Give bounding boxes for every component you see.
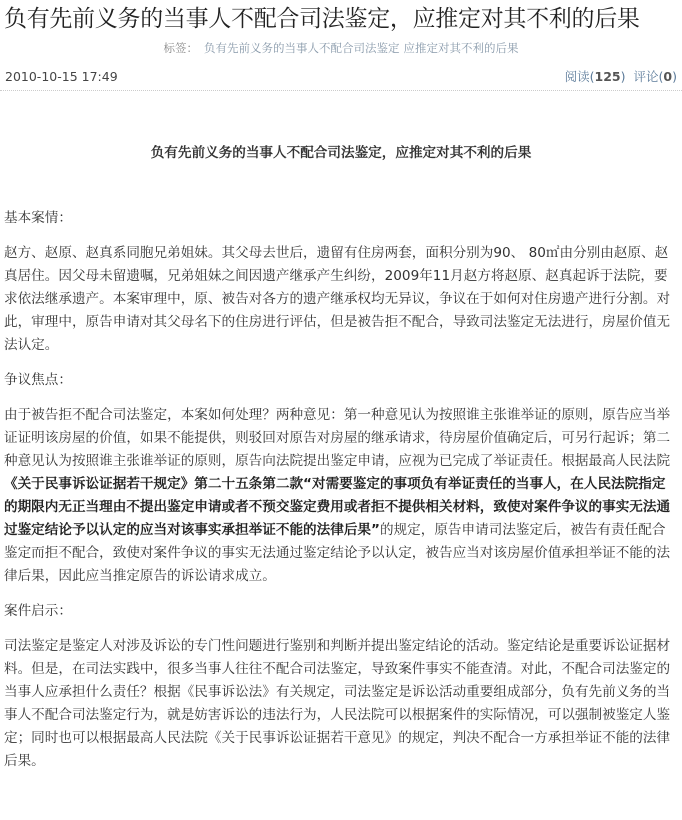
article-stats [565, 66, 677, 88]
comment-count-link[interactable]: 评论(0) [633, 69, 677, 84]
comment-count: 0 [663, 69, 673, 84]
article-title: 负有先前义务的当事人不配合司法鉴定，应推定对其不利的后果 [4, 6, 640, 32]
section-label-case-insight: 案件启示： [4, 603, 72, 619]
read-label: 阅读 [564, 69, 590, 84]
article-body [4, 104, 678, 785]
case-insight-paragraph: 司法鉴定是鉴定人对涉及诉讼的专门性问题进行鉴别和判断并提出鉴定结论的活动。鉴定结论是重要诉讼证据材料。但是，在司法实践中，很多当事人往往不配合司法鉴定，导致案件事实不能查清。对此，不配合司法鉴定的当事人应承担什么责任？根据《民事诉讼法》有关规定，司法鉴定是诉讼活动重要组成部分，负有先前义务的当事人不配合司法鉴定行为，就是妨害诉讼的违法行为，人民法院可以根据案件的实际情况，可以强制被鉴定人鉴定；同时也可以根据最高人民法院《关于民事诉讼证据若干意见》的规定，判决不配合一方承担举证不能的法律后果。 [4, 638, 671, 769]
tag-link[interactable]: 应推定对其不利的后果 [403, 41, 519, 55]
article-meta [5, 66, 677, 88]
tag-bar [0, 39, 682, 57]
dispute-text-part-2: 的规定，原告申请司法鉴定后，被告有责任配合鉴定而拒不配合，致使对案件争议的事实无法通过鉴定结论予以认定，被告应当对该房屋价值承担举证不能的法律后果，因此应当推定原告的诉讼请求成立。 [4, 522, 671, 584]
comment-label: 评论 [633, 69, 659, 84]
tag-label: 标签： [163, 41, 198, 55]
meta-divider [0, 90, 682, 91]
dispute-text-part-1: 由于被告拒不配合司法鉴定，本案如何处理？两种意见：第一种意见认为按照谁主张谁举证的原则，原告应当举证证明该房屋的价值，如果不能提供，则驳回对原告对房屋的继承请求，待房屋价值确定后，可另行起诉；第二种意见认为按照谁主张谁举证的原则，原告向法院提出鉴定申请，应视为已完成了举证责任。根据最高人民法院 [4, 407, 671, 469]
publish-date: 2010-10-15 17:49 [5, 69, 118, 84]
article-heading: 负有先前义务的当事人不配合司法鉴定，应推定对其不利的后果 [150, 145, 532, 161]
read-count: 125 [594, 69, 621, 84]
read-count-link[interactable]: 阅读(125) [564, 69, 626, 84]
section-label-dispute-focus: 争议焦点： [4, 372, 72, 388]
basic-facts-paragraph: 赵方、赵原、赵真系同胞兄弟姐妹。其父母去世后，遗留有住房两套，面积分别为90、 80㎡由分别由赵原、赵真居住。因父母未留遗嘱，兄弟姐妹之间因遗产继承产生纠纷，2009年11月赵方将赵原、赵真起诉于法院，要求依法继承遗产。本案审理中，原、被告对各方的遗产继承权均无异议，争议在于如何对住房遗产进行分割。对此，审理中，原告申请对其父母名下的住房进行评估，但是被告拒不配合，导致司法鉴定无法进行，房屋价值无法认定。 [4, 245, 671, 353]
dispute-focus-paragraph [4, 404, 678, 588]
tag-link[interactable]: 负有先前义务的当事人不配合司法鉴定 [204, 41, 400, 55]
section-label-basic-facts: 基本案情： [4, 210, 72, 226]
cited-provision: 《关于民事诉讼证据若干规定》第二十五条第二款“对需要鉴定的事项负有举证责任的当事人，在人民法院指定的期限内无正当理由不提出鉴定申请或者不预交鉴定费用或者拒不提供相关材料，致使对案件争议的事实无法通过鉴定结论予以认定的应当对该事实承担举证不能的法律后果” [4, 476, 671, 538]
